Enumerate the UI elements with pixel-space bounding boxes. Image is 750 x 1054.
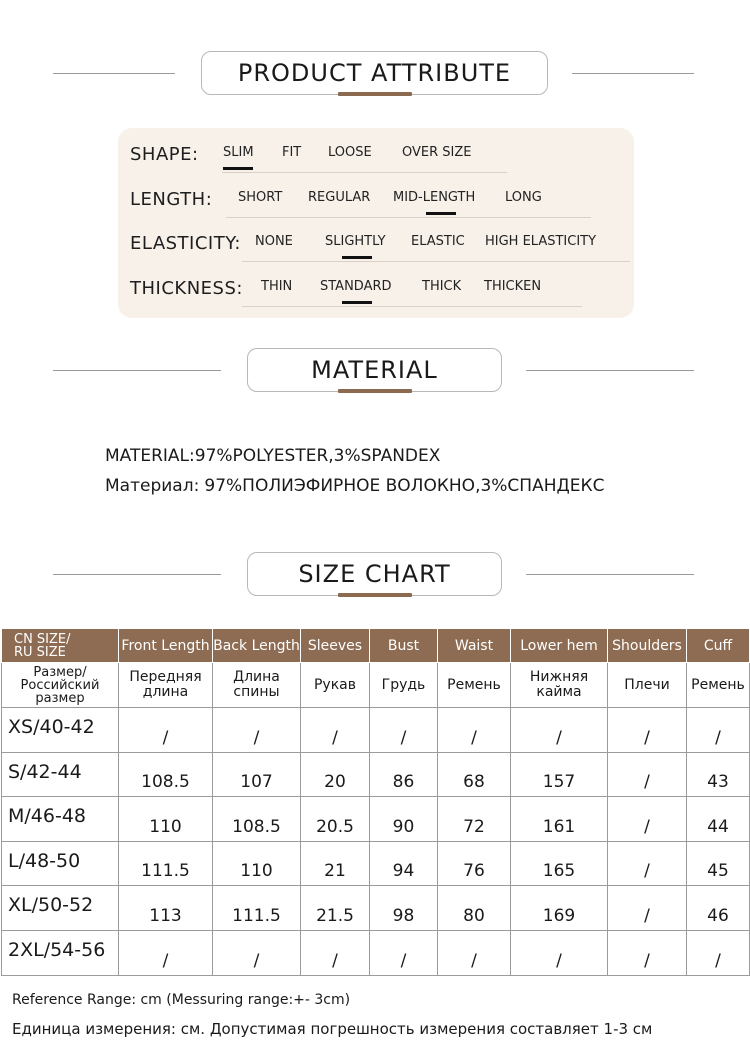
attribute-underline	[222, 172, 507, 173]
title-accent-bar	[338, 593, 412, 597]
measurement-cell: /	[119, 708, 213, 753]
column-header-ru: Плечи	[608, 663, 687, 708]
measurement-cell: 98	[370, 886, 438, 931]
attribute-option-selected: SLIGHTLY	[325, 234, 386, 249]
measurement-cell: /	[608, 930, 687, 975]
table-row	[2, 752, 750, 797]
measurement-cell: /	[608, 797, 687, 842]
attribute-label: SHAPE:	[130, 144, 199, 165]
measurement-cell: 21	[301, 841, 370, 886]
selected-marker	[426, 212, 456, 215]
attribute-row-length	[130, 185, 630, 215]
column-header: Cuff	[687, 629, 750, 663]
header-text: CN SIZE/	[14, 631, 71, 647]
size-cell: M/46-48	[2, 797, 119, 842]
measurement-cell: 76	[438, 841, 511, 886]
header-text: Нижняя	[529, 669, 589, 685]
measurement-cell: /	[213, 708, 301, 753]
measurement-cell: /	[370, 708, 438, 753]
attribute-label: THICKNESS:	[130, 278, 243, 299]
measurement-cell: 107	[213, 752, 301, 797]
measurement-cell: 45	[687, 841, 750, 886]
measurement-cell: 161	[511, 797, 608, 842]
reference-note-ru: Единица измерения: см. Допустимая погрешность измерения составляет 1-3 см	[12, 1020, 653, 1038]
title-accent-bar	[338, 389, 412, 393]
size-cell: XL/50-52	[2, 886, 119, 931]
attribute-option-selected: STANDARD	[320, 279, 392, 294]
table-row	[2, 797, 750, 842]
measurement-cell: 157	[511, 752, 608, 797]
attribute-option-selected: SLIM	[223, 145, 254, 160]
product-attribute-header	[0, 51, 750, 97]
column-header-size-ru	[2, 663, 119, 708]
measurement-cell: 72	[438, 797, 511, 842]
selected-marker	[342, 256, 372, 259]
header-text: Длина	[233, 669, 280, 685]
measurement-cell: 113	[119, 886, 213, 931]
attribute-label: ELASTICITY:	[130, 233, 241, 254]
measurement-cell: 169	[511, 886, 608, 931]
selected-marker	[342, 301, 372, 304]
measurement-cell: /	[511, 708, 608, 753]
measurement-cell: 80	[438, 886, 511, 931]
size-cell: 2XL/54-56	[2, 930, 119, 975]
measurement-cell: 43	[687, 752, 750, 797]
column-header: Front Length	[119, 629, 213, 663]
measurement-cell: 110	[213, 841, 301, 886]
measurement-cell: /	[119, 930, 213, 975]
header-divider-left	[53, 73, 175, 74]
attribute-option: SHORT	[238, 190, 283, 205]
size-chart-title	[247, 552, 502, 596]
table-header-row-en	[2, 629, 750, 663]
size-rows	[2, 708, 750, 976]
column-header: Waist	[438, 629, 511, 663]
material-title-text: MATERIAL	[311, 356, 438, 384]
header-text: кайма	[536, 684, 582, 700]
measurement-cell: 111.5	[213, 886, 301, 931]
column-header: Back Length	[213, 629, 301, 663]
size-cell: L/48-50	[2, 841, 119, 886]
attribute-option: NONE	[255, 234, 293, 249]
attribute-option: THICK	[422, 279, 462, 294]
size-cell: XS/40-42	[2, 708, 119, 753]
measurement-cell: /	[370, 930, 438, 975]
measurement-cell: 111.5	[119, 841, 213, 886]
measurement-cell: 68	[438, 752, 511, 797]
measurement-cell: 44	[687, 797, 750, 842]
material-title	[247, 348, 502, 392]
attribute-row-elasticity	[130, 229, 634, 259]
reference-note-en: Reference Range: cm (Messuring range:+- 3cm)	[12, 992, 351, 1008]
measurement-cell: 110	[119, 797, 213, 842]
header-divider-right	[526, 574, 694, 575]
column-header-ru	[119, 663, 213, 708]
header-divider-left	[53, 370, 221, 371]
table-row	[2, 886, 750, 931]
measurement-cell: /	[213, 930, 301, 975]
measurement-cell: /	[301, 930, 370, 975]
attribute-option: THICKEN	[484, 279, 542, 294]
measurement-cell: 20.5	[301, 797, 370, 842]
header-divider-left	[53, 574, 221, 575]
header-divider-right	[572, 73, 694, 74]
size-chart-header	[0, 552, 750, 598]
size-chart-title-text: SIZE CHART	[298, 560, 451, 588]
column-header-ru: Рукав	[301, 663, 370, 708]
column-header: Lower hem	[511, 629, 608, 663]
column-header: Bust	[370, 629, 438, 663]
attribute-underline	[242, 261, 630, 262]
measurement-cell: 90	[370, 797, 438, 842]
attribute-label: LENGTH:	[130, 189, 213, 210]
header-divider-right	[526, 370, 694, 371]
attribute-option: OVER SIZE	[402, 145, 472, 160]
measurement-cell: /	[687, 930, 750, 975]
attribute-option: THIN	[261, 279, 293, 294]
header-text: длина	[142, 684, 189, 700]
size-cell: S/42-44	[2, 752, 119, 797]
attribute-underline	[242, 306, 582, 307]
material-line-ru	[105, 476, 604, 496]
table-row	[2, 930, 750, 975]
header-text: размер	[35, 690, 85, 706]
attribute-option: FIT	[282, 145, 302, 160]
measurement-cell: 86	[370, 752, 438, 797]
measurement-cell: 94	[370, 841, 438, 886]
table-row	[2, 841, 750, 886]
selected-marker	[223, 167, 253, 170]
attribute-option: REGULAR	[308, 190, 371, 205]
column-header-size	[2, 629, 119, 663]
column-header-ru: Ремень	[687, 663, 750, 708]
attribute-option: LOOSE	[328, 145, 372, 160]
measurement-cell: 165	[511, 841, 608, 886]
measurement-cell: /	[511, 930, 608, 975]
table-header-row-ru	[2, 663, 750, 708]
measurement-cell: /	[608, 708, 687, 753]
header-text: Российский	[20, 677, 100, 693]
attribute-underline	[226, 217, 591, 218]
material-label-en: MATERIAL:	[105, 446, 195, 466]
column-header-ru: Ремень	[438, 663, 511, 708]
attribute-option: ELASTIC	[411, 234, 465, 249]
measurement-cell: /	[687, 708, 750, 753]
size-chart-table	[1, 628, 750, 976]
attribute-panel	[118, 128, 634, 318]
column-header: Shoulders	[608, 629, 687, 663]
attribute-row-shape	[130, 140, 630, 170]
column-header: Sleeves	[301, 629, 370, 663]
attribute-option: LONG	[505, 190, 542, 205]
product-attribute-title-text: PRODUCT ATTRIBUTE	[237, 59, 512, 87]
measurement-cell: /	[438, 708, 511, 753]
column-header-ru: Грудь	[370, 663, 438, 708]
header-text: Размер/	[33, 664, 87, 680]
measurement-cell: 20	[301, 752, 370, 797]
measurement-cell: 21.5	[301, 886, 370, 931]
measurement-cell: /	[608, 841, 687, 886]
measurement-cell: 108.5	[119, 752, 213, 797]
measurement-cell: /	[608, 886, 687, 931]
material-value-en: 97%POLYESTER,3%SPANDEX	[194, 446, 441, 466]
material-line-en	[105, 446, 440, 466]
table-row	[2, 708, 750, 753]
attribute-row-thickness	[130, 274, 630, 304]
measurement-cell: /	[438, 930, 511, 975]
column-header-ru	[511, 663, 608, 708]
title-accent-bar	[338, 92, 412, 96]
column-header-ru	[213, 663, 301, 708]
measurement-cell: /	[608, 752, 687, 797]
measurement-cell: /	[301, 708, 370, 753]
product-attribute-title	[201, 51, 548, 95]
material-value-ru: 97%ПОЛИЭФИРНОЕ ВОЛОКНО,3%СПАНДЕКС	[204, 476, 605, 496]
header-text: RU SIZE	[14, 644, 66, 660]
attribute-option: HIGH ELASTICITY	[485, 234, 597, 249]
material-header	[0, 348, 750, 394]
header-text: спины	[233, 684, 280, 700]
measurement-cell: 46	[687, 886, 750, 931]
header-text: Передняя	[129, 669, 202, 685]
measurement-cell: 108.5	[213, 797, 301, 842]
material-label-ru: Материал:	[105, 476, 200, 496]
attribute-option-selected: MID-LENGTH	[393, 190, 476, 205]
